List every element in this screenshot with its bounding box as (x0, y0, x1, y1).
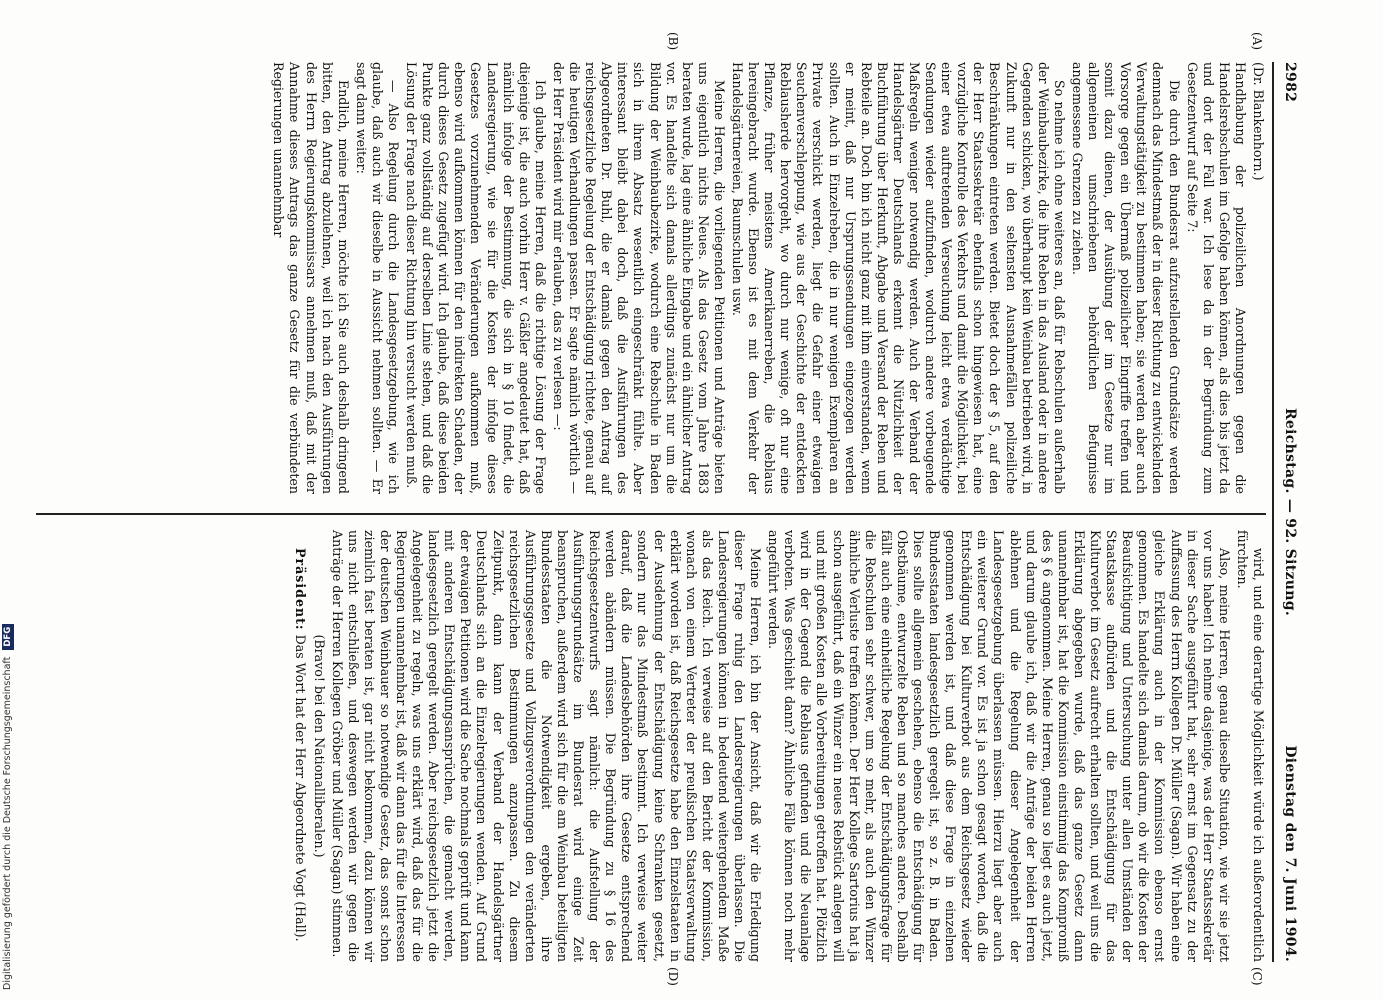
credit-text: Digitalisierung gefördert durch die Deutsche Forschungsgemeinschaft (2, 656, 13, 990)
president-text: Das Wort hat der Herr Abgeordnete Vogt (Hall). (293, 634, 309, 942)
margin-mark-d: (D) (666, 967, 680, 986)
speaker-label: (Dr. Blankenhorn.) (1251, 62, 1266, 181)
left-column (268, 62, 1266, 494)
quoted-paragraph: Die durch den Bundesrat aufzustellenden Grundsätze werden demnach das Mindestmaß der in dieser Richtung zu entwickelnden Verwaltungstätigkeit zu bestimmen haben; sie werden aber auch Vorsorge gegen ein Übermaß polizeilicher Eingriffe treffen und somit dazu dienen, der Ausübung der im Gesetze nur im allgemeinen umschriebenen behördlichen Befugnisse angemessene Grenzen zu ziehen. (1069, 62, 1182, 494)
paragraph: Meine Herren, ich bin der Ansicht, daß wir die Erledigung dieser Frage ruhig den Landesregierungen überlassen. Die Landesregierungen können in bedeutend weitergehendem Maße als das Reich. Ich verweise auf den Bericht der Kommission, wonach von einem Vertreter der preußischen Staatsverwaltung erklärt worden ist, daß Reichsgesetze habe den Einzelstaaten in der Ausdehnung der Entschädigung keine Schranken gesetzt, sondern nur das Mindestmaß bestimmt. Ich verweise weiter darauf, daß die Landesbehörden ihre Gesetze entsprechend werden abändern müssen. Die Begründung zu § 16 des Reichsgesetzentwurfs sagt nämlich: die Aufstellung der Ausführungsgrundsätze im Bundesrat wird einige Zeit beanspruchen, außerdem wird sich für die am Weinbau beteiligten Bundesstaaten die Notwendigkeit ergeben, ihre Ausführungsgesetze und Vollzugsverordnungen den veränderten reichsgesetzlichen Bestimmungen anzupassen. Zu diesem Zeitpunkt, dann kann der Verband der Handelsgärtner Deutschlands sich an die Einzelregierungen wenden. Auf Grund der etwaigen Petitionen wird die Sache nochmals geprüft und kann mit anderen Entschädigungsansprüchen, die gemacht werden, landesgesetzlich geregelt werden. Aber reichsgesetzlich jetzt die Angelegenheit zu regeln, was uns erklärt wird, daß das für die Regierungen unannehmbar ist, daß wir dann das für die Interessen der deutschen Weinbauer so notwendige Gesetz, das sonst schon ziemlich fast beraten ist, gar nicht bekommen, dazu können wir uns nicht entschließen, und deswegen werden wir gegen die Anträge der Herren Kollegen Gröber und Müller (Sagan) stimmen. (329, 530, 764, 962)
paragraph: So nehme ich ohne weiteres an, daß für Rebschulen außerhalb der Weinbaubezirke, die ihre Reben in das Ausland oder in andere Gegenden schicken, wo überhaupt kein Weinbau betrieben wird, in Zukunft nur in den seltensten Ausnahmefällen polizeiliche Beschränkungen eintreten werden. Bietet doch der § 5, auf den der Herr Staatssekretär ebenfalls schon hingewiesen hat, eine vorzügliche Kontrolle des Verkehrs und damit die Möglichkeit, bei einer etwa auftretenden Verseuchung leicht etwa verdächtige Sendungen wieder aufzufinden, wodurch andere vorbeugende Maßregeln weniger notwendig werden. Auch der Verband der Handelsgärtner Deutschlands erkennt die Nützlichkeit der Buchführung über Herkunft, Abgabe und Versand der Reben und Rebteile an. Doch bin ich nicht ganz mit ihm einverstanden, wenn er meint, daß nur Ursprungssendungen eingezogen werden sollten. Auch in Einzelreben, die in nur wenigen Exemplaren an Private verschickt werden, liegt die Gefahr einer etwaigen Seuchenverschleppung, wie aus der Geschichte der entdeckten Reblausherde hervorgeht, wo durch nur wenige, oft nur eine Pflanze, früher meistens Amerikanerreben, die Reblaus hereingebracht wurde. Ebenso ist es mit dem Verkehr der Handelsgärtnereien, Baumschulen usw. (730, 62, 1067, 494)
president-label: Präsident: (293, 548, 309, 631)
page-number: 2982 (1282, 62, 1298, 103)
paragraph: Meine Herren, die vorliegenden Petitionen und Anträge bieten uns eigentlich nichts Neues. Als das Gesetz vom Jahre 1883 beraten wurde, lag eine ähnliche Eingabe und ein ähnlicher Antrag vor. Es handelte sich damals allerdings zunächst nur um die Bildung der Weinbaubezirke, wodurch eine Rebschule in Baden sich in ihrem Absatz wesentlich eingeschränkt fühlte. Aber interessant bleibt dabei doch, daß die Ausführungen des Abgeordneten Dr. Buhl, die er damals gegen den Antrag auf reichsgesetzliche Regelung der Entschädigung richtete, genau auf die heutigen Verhandlungen passen. Er sagte nämlich wörtlich — der Herr Präsident wird mir erlauben, das zu verlesen —: (550, 62, 727, 494)
paragraph: — Also Regelung durch die Landesgesetzgebung, wie ich glaube, daß auch wir dieselbe in Aussicht nehmen sollten. — Er sagt dann weiter: (353, 62, 402, 494)
margin-mark-b: (B) (666, 32, 680, 51)
right-column (290, 530, 1266, 962)
column-divider (36, 513, 1266, 515)
header-rule (1272, 62, 1274, 962)
session-date: Dienstag den 7. Juni 1904. (1282, 745, 1298, 962)
margin-mark-c: (C) (1250, 967, 1264, 986)
applause-note: (Bravo! bei den Nationalliberalen.) (311, 634, 327, 858)
quoted-paragraph: Endlich, meine Herren, möchte ich Sie auch deshalb dringend bitten, den Antrag abzulehnen, weil ich nach den Ausführungen des Herrn Regierungskommissars annehmen muß, daß mit der Annahme dieses Antrags das ganze Gesetz für die verbündeten Regierungen unannehmbar (271, 62, 351, 494)
page-title: Reichstag. — 92. Sitzung. (1282, 408, 1298, 616)
paragraph: wird, und eine derartige Möglichkeit würde ich außerordentlich fürchten. (1234, 530, 1266, 962)
margin-mark-a: (A) (1250, 32, 1264, 51)
dfg-logo: DFG (2, 624, 14, 650)
digitization-credit (2, 600, 16, 990)
rotated-page (15, 32, 1300, 986)
running-head (1276, 62, 1300, 962)
president-line (292, 530, 308, 962)
quoted-paragraph: Ich glaube, meine Herren, daß die richtige Lösung der Frage diejenige ist, die auch vorhin Herr v. Gäßler angedeutet hat, daß nämlich infolge der Bestimmung, die sich in § 10 findet, die Landesregierung, wie sie für die Kosten der infolge dieses Gesetzes vorzunehmenden Veränderungen aufkommen muß, ebenso wird aufkommen können für den indirekten Schaden, der durch dieses Gesetz zugefügt wird. Ich glaube, daß diese beiden Punkte ganz vollständig auf derselben Linie stehen, und daß die Lösung der Frage nach dieser Richtung hin versucht werden muß. (404, 62, 548, 494)
paragraph: Also, meine Herren, genau dieselbe Situation, wie wir sie jetzt vor uns haben! Ich nehme dasjenige, was der Herr Staatssekretär in dieser Sache ausgeführt hat, sehr ernst im Gegensatz zu der Auffassung des Herrn Kollegen Dr. Müller (Sagan). Wir haben eine gleiche Erklärung auch in der Kommission ebenso ernst genommen. Es handelte sich damals darum, ob wir die Kosten der Beaufsichtigung und Untersuchung unter allen Umständen der Staatskasse aufbürden und die Entschädigung für das Kulturverbot im Gesetz aufrecht erhalten sollten, und weil uns die Erklärung abgegeben wurde, daß das ganze Gesetz dann unannehmbar ist, hat die Kommission einstimmig das Kompromiß des § 6 angenommen. Meine Herren, genau so liegt es auch jetzt, und darum glaube ich, daß wir die Anträge der beiden Herren ablehnen und die Regelung dieser Angelegenheit der Landesgesetzgebung überlassen müssen. Hierzu liegt aber auch ein weiterer Grund vor. Es ist ja schon gesagt worden, daß die Entschädigung bei Kulturverbot aus dem Reichsgesetz wieder genommen werden ist, und daß diese Frage in einzelnen Bundesstaaten landesgesetzlich geregelt ist, so z. B. in Baden. Dies sollte allgemein geschehen, ebenso die Entschädigung für Obstbäume, entwurzelte Reben und so manches andere. Deshalb fällt auch eine einheitliche Regelung der Entschädigungsfrage für die Rebschulen sehr schwer, um so mehr, als auch den Winzer ähnliche Verluste treffen können. Der Herr Kollege Sartorius hat ja schon ausgeführt, daß ein Winzer ein neues Rebstück anlegen will und mit großen Kosten alle Vorbereitungen getroffen hat. Plötzlich wird in der Gegend die Reblaus gefunden und die Neuanlage verboten. Was geschieht dann? Ähnliche Fälle können noch mehr angeführt werden. (766, 530, 1232, 962)
paragraph: Handhabung der polizeilichen Anordnungen gegen die Handelsrebschulen im Gefolge haben können, als dies bis jetzt da und dort der Fall war. Ich lese da in der Begründung zum Gesetzentwurf auf Seite 7: (1184, 62, 1248, 494)
